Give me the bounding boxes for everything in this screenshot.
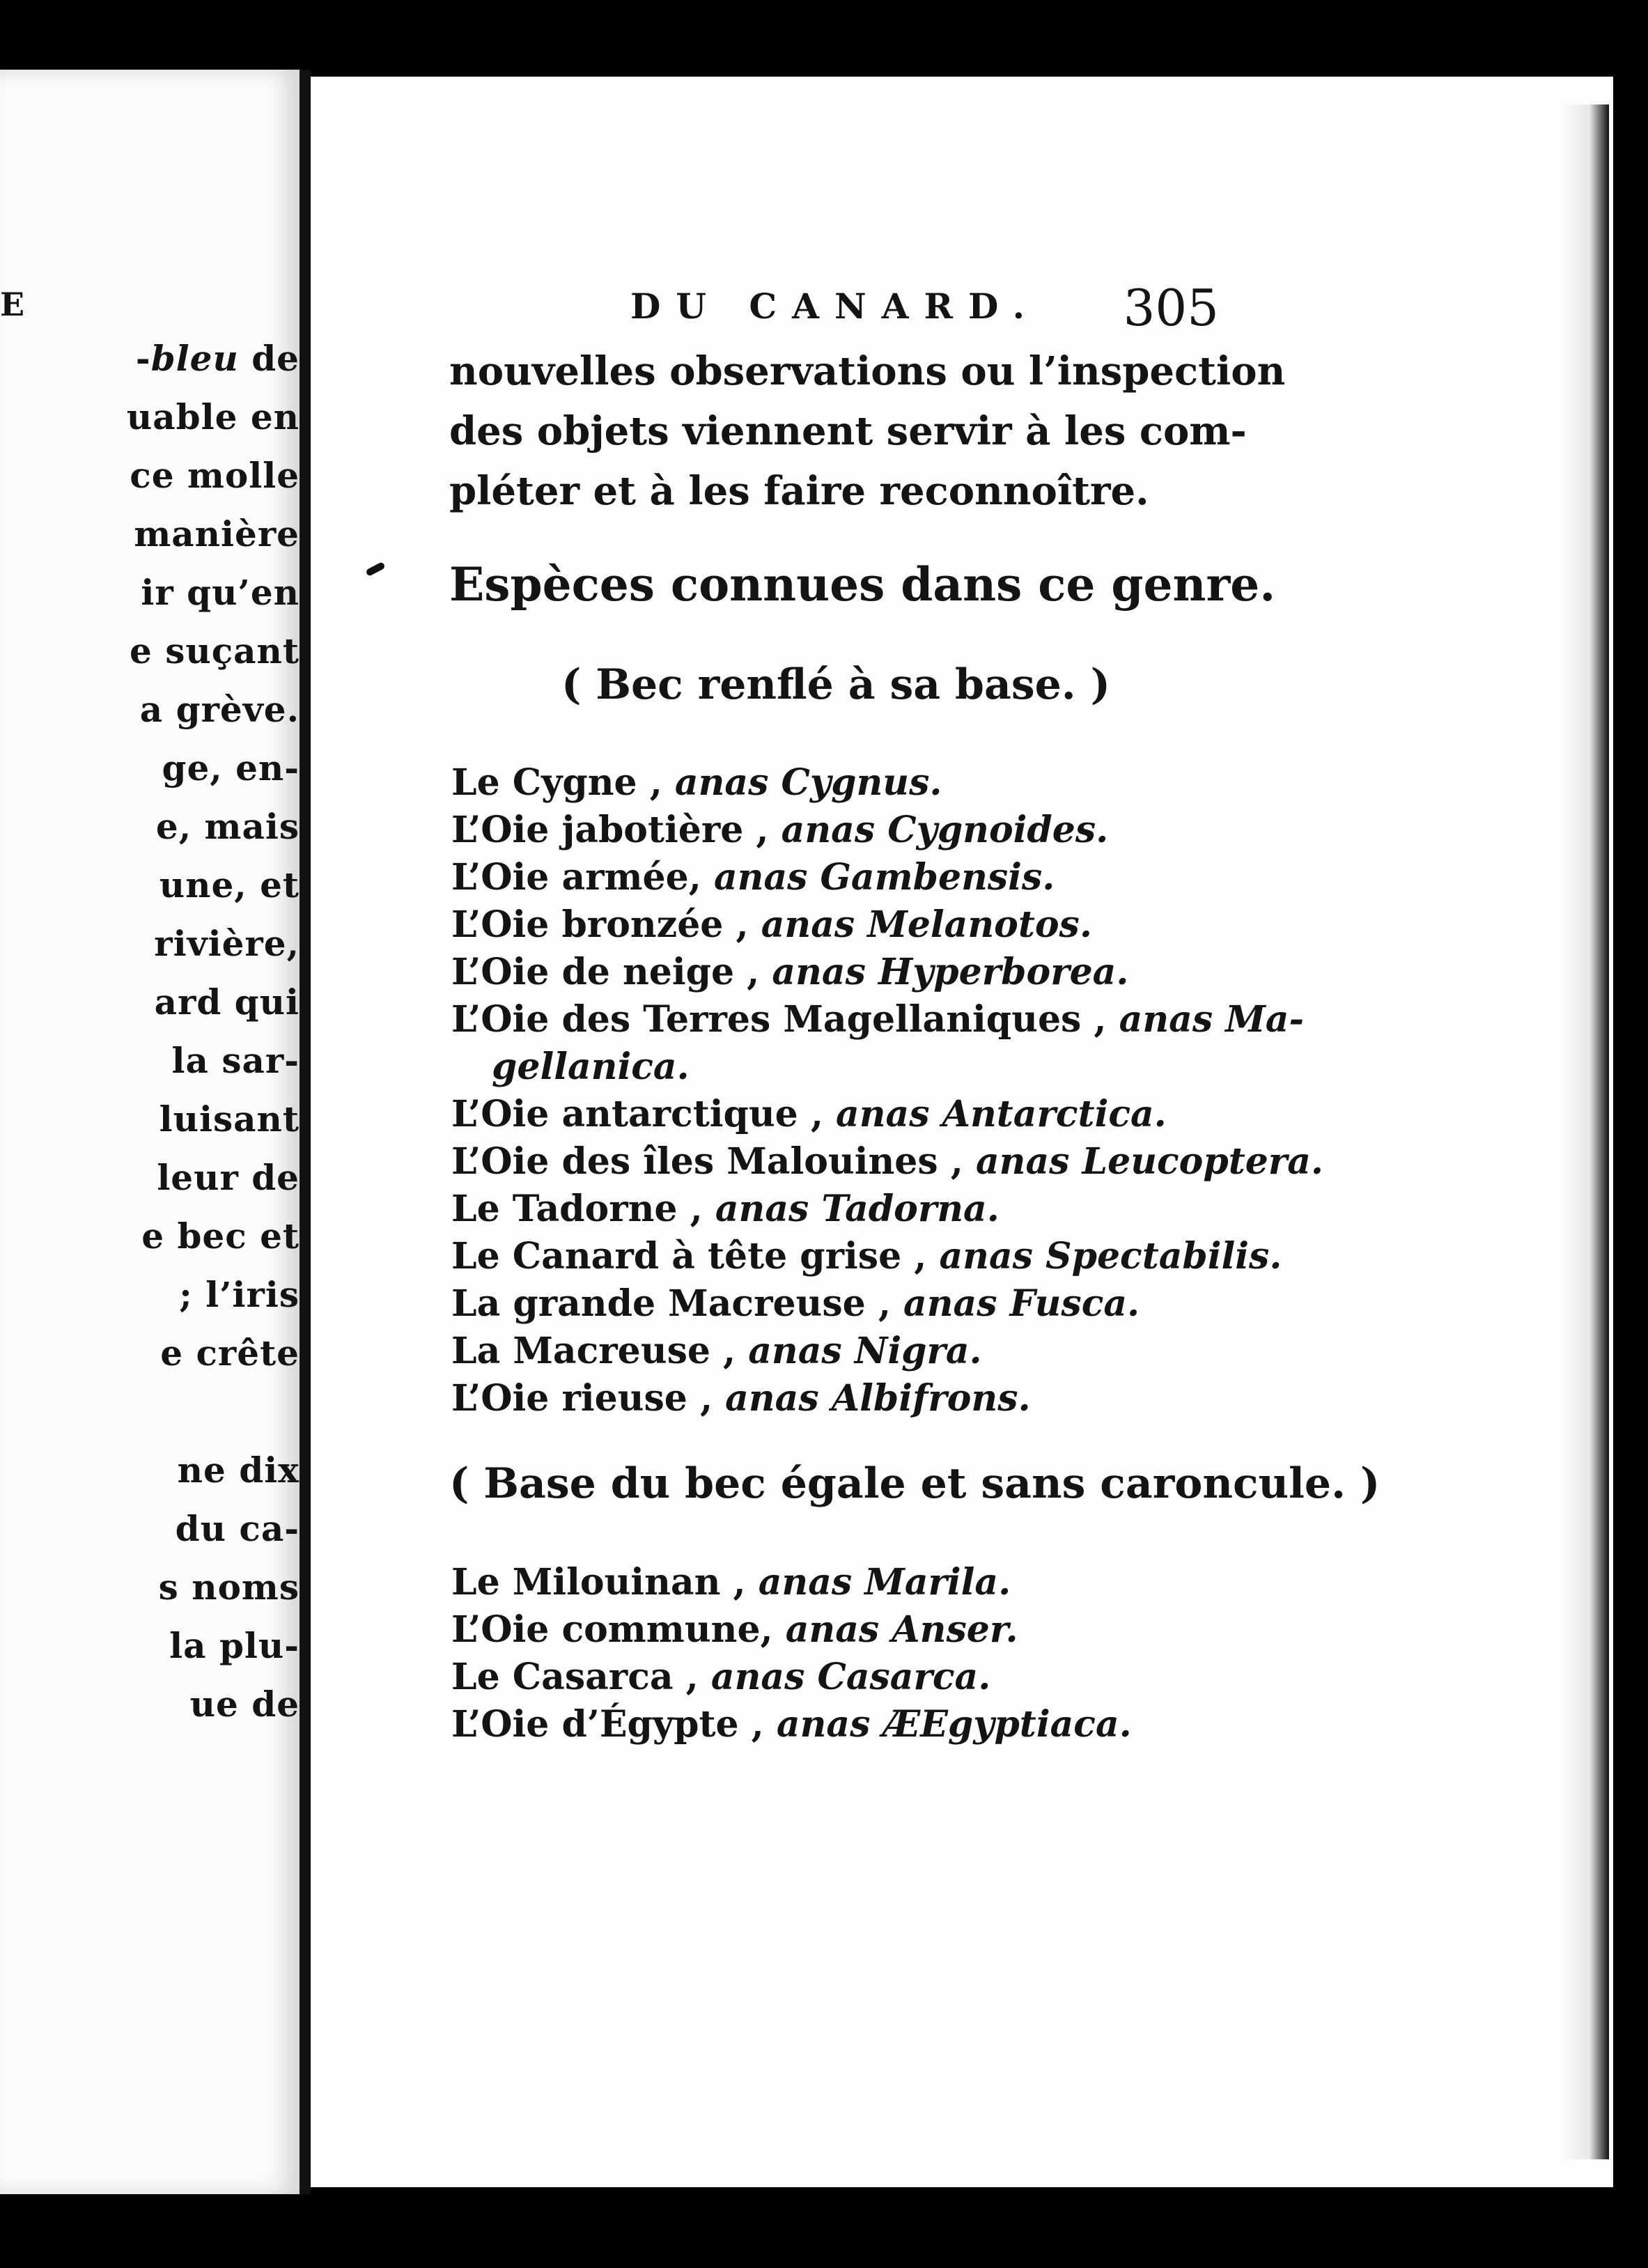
species-common-name: L’Oie bronzée ,: [451, 903, 761, 946]
right-page-edge: [1560, 104, 1609, 2159]
left-line-text: ce molle: [130, 455, 300, 496]
species-scientific-name: anas Tadorna.: [715, 1188, 1000, 1230]
left-page-line: [0, 923, 300, 964]
left-line-text: ir qu’en: [141, 572, 300, 613]
species-entry: [451, 949, 1225, 996]
species-scientific-name: anas Melanotos.: [761, 903, 1092, 946]
left-line-text: ue de: [189, 1684, 300, 1725]
left-page-line: [0, 572, 300, 613]
left-page-line: [0, 1040, 300, 1081]
species-scientific-name: anas Gambensis.: [713, 856, 1055, 899]
species-common-name: La grande Macreuse ,: [451, 1282, 904, 1325]
species-common-name: L’Oie des Terres Magellaniques ,: [451, 998, 1119, 1041]
left-page-line: [0, 396, 300, 437]
left-line-text: -: [135, 338, 151, 379]
species-common-name: L’Oie armée,: [451, 856, 714, 899]
intro-paragraph: [449, 341, 1286, 521]
species-common-name: Le Cygne ,: [451, 761, 675, 804]
left-line-text: ; l’iris: [179, 1274, 300, 1315]
left-page-line: [0, 806, 300, 847]
left-line-text: ne dix: [177, 1450, 300, 1491]
left-page-marker: E: [0, 286, 25, 323]
species-common-name: L’Oie jabotière ,: [451, 809, 782, 851]
species-scientific-name: anas Leucoptera.: [975, 1140, 1323, 1183]
species-common-name: L’Oie antarctique ,: [451, 1093, 837, 1135]
left-page-line: [0, 1684, 300, 1725]
group2-species-list: [451, 1559, 1225, 1748]
species-common-name: L’Oie d’Égypte ,: [451, 1703, 777, 1746]
species-entry: [451, 759, 1225, 807]
species-scientific-name: anas Albifrons.: [725, 1377, 1031, 1420]
left-page-line: [0, 1625, 300, 1666]
running-head: DU CANARD.: [630, 286, 1040, 327]
left-page: [0, 70, 300, 2194]
left-page-line: [0, 864, 300, 906]
left-line-text: e, mais: [155, 806, 300, 847]
species-entry: [451, 1186, 1225, 1233]
left-page-line: [0, 1215, 300, 1257]
species-common-name: Le Casarca ,: [451, 1656, 711, 1698]
left-page-line: [0, 1157, 300, 1198]
species-scientific-name: anas Marila.: [758, 1561, 1011, 1603]
species-scientific-name: anas Ma-: [1119, 998, 1305, 1041]
left-page-line: [0, 1567, 300, 1608]
species-entry: [451, 1328, 1225, 1375]
left-page-line: [0, 1508, 300, 1549]
species-entry: [451, 1091, 1225, 1138]
species-common-name: L’Oie de neige ,: [451, 951, 772, 993]
species-scientific-name: anas Anser.: [785, 1608, 1018, 1651]
species-entry: [451, 901, 1225, 949]
species-scientific-name: anas Nigra.: [748, 1330, 982, 1372]
species-common-name: Le Tadorne ,: [451, 1188, 715, 1230]
left-page-line: [0, 747, 300, 789]
left-page-line: [0, 981, 300, 1023]
left-line-text: a grève.: [139, 689, 300, 730]
species-scientific-name: anas Casarca.: [710, 1656, 991, 1698]
left-line-text: e bec et: [141, 1215, 300, 1257]
left-line-text: ard qui: [154, 981, 300, 1023]
species-common-name: Le Milouinan ,: [451, 1561, 759, 1603]
species-scientific-name: gellanica.: [492, 1046, 690, 1088]
species-scientific-name: anas Cygnus.: [674, 761, 942, 804]
species-scientific-name: anas Antarctica.: [836, 1093, 1167, 1135]
left-line-text: la sar-: [171, 1040, 300, 1081]
left-line-text: e suçant: [129, 630, 300, 671]
species-scientific-name: anas Cygnoides.: [781, 809, 1109, 851]
species-common-name: L’Oie commune,: [451, 1608, 786, 1651]
left-page-line: [0, 455, 300, 496]
left-line-text: la plu-: [169, 1625, 300, 1666]
left-page-line: [0, 1333, 300, 1374]
left-page-line: [0, 689, 300, 730]
species-common-name: L’Oie rieuse ,: [451, 1377, 726, 1420]
left-page-line: [0, 630, 300, 671]
species-entry: [451, 1559, 1225, 1606]
species-scientific-name: anas Fusca.: [903, 1282, 1140, 1325]
species-scientific-name: anas Spectabilis.: [939, 1235, 1282, 1277]
left-page-line: [0, 1450, 300, 1491]
species-entry: [451, 1138, 1323, 1186]
species-common-name: L’Oie des îles Malouines ,: [451, 1140, 976, 1183]
species-scientific-name: anas Hyperborea.: [772, 951, 1129, 993]
species-entry: [451, 807, 1225, 854]
page-number: 305: [1123, 279, 1219, 337]
species-common-name: La Macreuse ,: [451, 1330, 749, 1372]
left-line-text: uable en: [126, 396, 300, 437]
species-entry-continuation: [451, 1043, 1225, 1091]
left-page-line: [0, 1098, 300, 1140]
left-line-italic: bleu: [150, 338, 239, 379]
left-page-line: [0, 338, 300, 379]
species-scientific-name: anas ÆEgyptiaca.: [776, 1703, 1132, 1746]
species-entry: [451, 996, 1305, 1043]
species-entry: [451, 1233, 1282, 1280]
left-line-text: manière: [134, 513, 300, 554]
left-page-line: [0, 513, 300, 554]
species-entry: [451, 854, 1225, 901]
left-line-text: e crête: [160, 1333, 300, 1374]
group2-heading: ( Base du bec égale et sans caroncule. ): [449, 1459, 1381, 1508]
intro-line: des objets viennent servir à les com-: [449, 408, 1247, 454]
left-line-text: leur de: [157, 1157, 300, 1198]
species-entry: [451, 1654, 1225, 1701]
left-line-text: une, et: [159, 864, 300, 906]
section-title: Espèces connues dans ce genre.: [449, 557, 1276, 612]
species-entry: [451, 1280, 1225, 1328]
left-line-text: de: [238, 338, 300, 379]
group1-species-list: [451, 759, 1323, 1422]
intro-line: nouvelles observations ou l’inspection: [449, 348, 1286, 394]
book-gutter: [300, 70, 311, 2194]
left-line-text: luisant: [159, 1098, 300, 1140]
group1-heading: ( Bec renflé à sa base. ): [561, 660, 1110, 709]
intro-line: pléter et à les faire reconnoître.: [449, 468, 1149, 514]
species-entry: [451, 1375, 1225, 1422]
left-line-text: s noms: [158, 1567, 300, 1608]
page-header: [630, 279, 1219, 337]
left-line-text: ge, en-: [162, 747, 300, 789]
species-common-name: Le Canard à tête grise ,: [451, 1235, 940, 1277]
left-page-line: [0, 1274, 300, 1315]
species-entry: [451, 1701, 1225, 1748]
species-entry: [451, 1606, 1225, 1654]
left-line-text: du ca-: [175, 1508, 300, 1549]
left-line-text: rivière,: [154, 923, 300, 964]
